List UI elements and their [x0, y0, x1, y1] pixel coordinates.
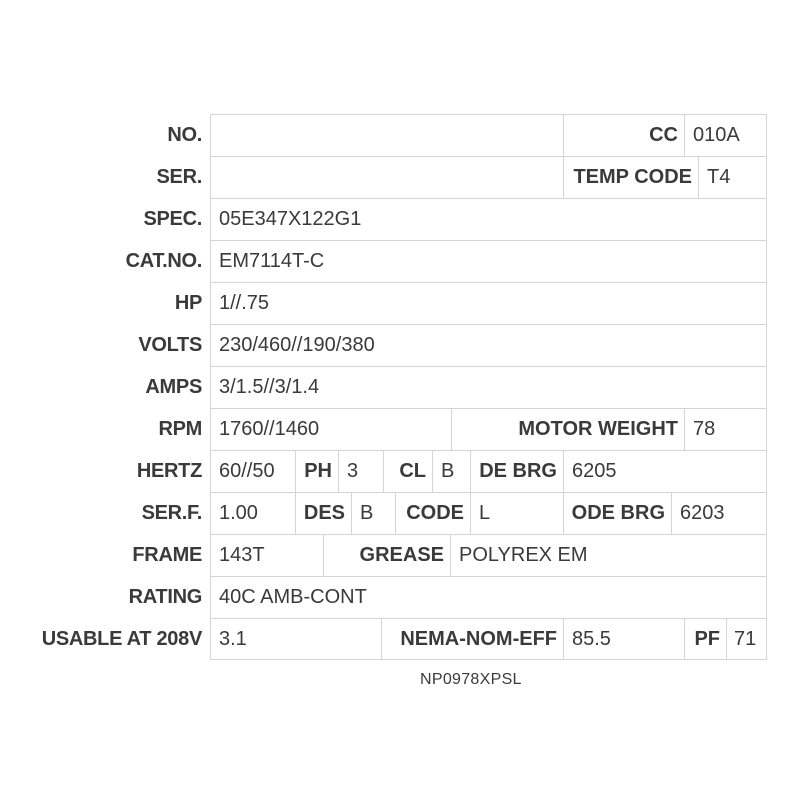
- row-frame: [0, 534, 800, 576]
- row-hertz: [0, 450, 800, 492]
- volts-label: VOLTS: [138, 334, 202, 356]
- usable-value: 3.1: [219, 628, 247, 650]
- nema-label: NEMA-NOM-EFF: [400, 628, 557, 650]
- rpm-label: RPM: [158, 418, 202, 440]
- ode-brg-value: 6203: [680, 502, 725, 524]
- grease-value: POLYREX EM: [459, 544, 588, 566]
- row-ser: [0, 156, 800, 198]
- row-cat-no: [0, 240, 800, 282]
- temp-code-label: TEMP CODE: [573, 166, 692, 188]
- ser-value: [211, 156, 561, 198]
- cat-no-value: EM7114T-C: [219, 250, 325, 272]
- volts-value: 230/460//190/380: [219, 334, 375, 356]
- frame-value: 143T: [219, 544, 265, 566]
- code-label: CODE: [406, 502, 464, 524]
- row-amps: [0, 366, 800, 408]
- part-number-caption: NP0978XPSL: [420, 671, 522, 688]
- cc-label: CC: [649, 124, 678, 146]
- amps-label: AMPS: [145, 376, 202, 398]
- des-value: B: [360, 502, 374, 524]
- nema-value: 85.5: [572, 628, 611, 650]
- amps-value: 3/1.5//3/1.4: [219, 376, 320, 398]
- ser-f-label: SER.F.: [141, 502, 202, 524]
- row-volts: [0, 324, 800, 366]
- row-usable: [0, 618, 800, 660]
- temp-code-value: T4: [707, 166, 731, 188]
- row-rating: [0, 576, 800, 618]
- rating-label: RATING: [128, 586, 202, 608]
- spec-value: 05E347X122G1: [219, 208, 362, 230]
- row-hp: [0, 282, 800, 324]
- cl-value: B: [441, 460, 455, 482]
- cc-value: 010A: [693, 124, 740, 146]
- row-no: [0, 114, 800, 156]
- row-rpm: [0, 408, 800, 450]
- hp-value: 1//.75: [219, 292, 270, 314]
- row-ser-f: [0, 492, 800, 534]
- no-value: [211, 114, 561, 156]
- hp-label: HP: [174, 292, 202, 314]
- cat-no-label: CAT.NO.: [125, 250, 202, 272]
- hertz-value: 60//50: [219, 460, 275, 482]
- ph-label: PH: [304, 460, 332, 482]
- ode-brg-label: ODE BRG: [571, 502, 665, 524]
- pf-label: PF: [694, 628, 720, 650]
- pf-value: 71: [734, 628, 757, 650]
- code-value: L: [479, 502, 491, 524]
- row-spec: [0, 198, 800, 240]
- usable-label: USABLE AT 208V: [41, 628, 202, 650]
- de-brg-value: 6205: [572, 460, 617, 482]
- motor-weight-label: MOTOR WEIGHT: [518, 418, 678, 440]
- de-brg-label: DE BRG: [479, 460, 557, 482]
- frame-label: FRAME: [132, 544, 202, 566]
- ser-label: SER.: [156, 166, 202, 188]
- rpm-value: 1760//1460: [219, 418, 320, 440]
- rating-value: 40C AMB-CONT: [219, 586, 367, 608]
- hertz-label: HERTZ: [136, 460, 202, 482]
- des-label: DES: [303, 502, 345, 524]
- spec-label: SPEC.: [143, 208, 202, 230]
- motor-weight-value: 78: [693, 418, 716, 440]
- ph-value: 3: [347, 460, 359, 482]
- no-label: NO.: [167, 124, 202, 146]
- cl-label: CL: [399, 460, 426, 482]
- ser-f-value: 1.00: [219, 502, 258, 524]
- grease-label: GREASE: [359, 544, 444, 566]
